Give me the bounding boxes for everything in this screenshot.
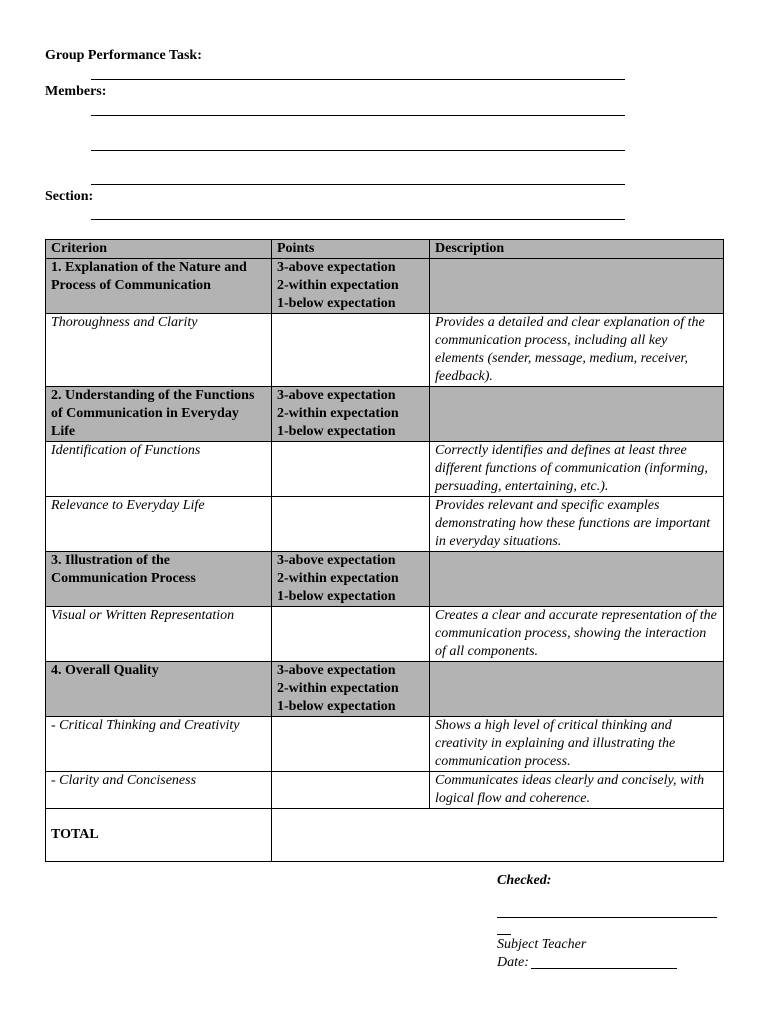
points-level-1: 1-below expectation <box>277 296 396 311</box>
section-label: Section: <box>45 189 94 204</box>
total-label: TOTAL <box>46 809 272 862</box>
points-level-2: 2-within expectation <box>277 571 399 586</box>
subcriterion-description: Creates a clear and accurate representation of the communication process, showing the interaction of all components. <box>430 607 724 662</box>
subcriterion-row <box>46 717 724 772</box>
members-label: Members: <box>45 84 107 99</box>
criterion-description-empty <box>430 259 724 314</box>
column-header-criterion: Criterion <box>46 240 272 259</box>
points-cell-empty <box>272 607 430 662</box>
points-level-2: 2-within expectation <box>277 406 399 421</box>
subcriterion-row <box>46 607 724 662</box>
criterion-title: 3. Illustration of the Communication Process <box>46 552 272 607</box>
date-label: Date: <box>497 955 529 970</box>
points-level-1: 1-below expectation <box>277 424 396 439</box>
subcriterion-name: Visual or Written Representation <box>46 607 272 662</box>
points-level-3: 3-above expectation <box>277 260 396 275</box>
points-level-3: 3-above expectation <box>277 663 396 678</box>
column-header-points: Points <box>272 240 430 259</box>
points-scale <box>272 552 430 607</box>
subcriterion-row <box>46 497 724 552</box>
subcriterion-name: Relevance to Everyday Life <box>46 497 272 552</box>
points-level-1: 1-below expectation <box>277 589 396 604</box>
subcriterion-name: - Critical Thinking and Creativity <box>46 717 272 772</box>
task-label: Group Performance Task: <box>45 48 202 63</box>
column-header-description: Description <box>430 240 724 259</box>
points-cell-empty <box>272 717 430 772</box>
subcriterion-row <box>46 442 724 497</box>
criterion-title: 2. Understanding of the Functions of Communication in Everyday Life <box>46 387 272 442</box>
points-level-1: 1-below expectation <box>277 699 396 714</box>
points-cell-empty <box>272 497 430 552</box>
subject-teacher-label: Subject Teacher <box>497 937 587 952</box>
member-blank-line-3 <box>91 184 625 185</box>
subcriterion-name: Identification of Functions <box>46 442 272 497</box>
points-cell-empty <box>272 314 430 387</box>
criterion-title: 1. Explanation of the Nature and Process of Communication <box>46 259 272 314</box>
subcriterion-name: Thoroughness and Clarity <box>46 314 272 387</box>
criterion-description-empty <box>430 552 724 607</box>
points-cell-empty <box>272 442 430 497</box>
points-level-3: 3-above expectation <box>277 388 396 403</box>
section-blank-line <box>91 219 625 220</box>
points-scale <box>272 387 430 442</box>
subcriterion-row <box>46 772 724 809</box>
checked-label: Checked: <box>497 873 552 888</box>
total-score-cell <box>272 809 724 862</box>
points-scale <box>272 259 430 314</box>
signature-line-tail <box>497 934 511 935</box>
checked-block <box>497 872 551 889</box>
points-cell-empty <box>272 772 430 809</box>
table-header-row <box>46 240 724 259</box>
total-row <box>46 809 724 862</box>
subcriterion-description: Provides relevant and specific examples demonstrating how these functions are important in everyday situations. <box>430 497 724 552</box>
member-blank-line-2 <box>91 150 625 151</box>
subcriterion-description: Communicates ideas clearly and concisely, with logical flow and coherence. <box>430 772 724 809</box>
task-blank-line <box>91 79 625 80</box>
date-blank-line <box>531 968 677 969</box>
criterion-row-2 <box>46 387 724 442</box>
points-level-2: 2-within expectation <box>277 681 399 696</box>
criterion-row-3 <box>46 552 724 607</box>
signature-line <box>497 917 717 918</box>
points-level-2: 2-within expectation <box>277 278 399 293</box>
subcriterion-name: - Clarity and Conciseness <box>46 772 272 809</box>
points-scale <box>272 662 430 717</box>
criterion-row-1 <box>46 259 724 314</box>
member-blank-line-1 <box>91 115 625 116</box>
criterion-title: 4. Overall Quality <box>46 662 272 717</box>
subcriterion-description: Shows a high level of critical thinking and creativity in explaining and illustrating the communication process. <box>430 717 724 772</box>
subcriterion-row <box>46 314 724 387</box>
criterion-row-4 <box>46 662 724 717</box>
rubric-table <box>45 239 724 862</box>
criterion-description-empty <box>430 662 724 717</box>
criterion-description-empty <box>430 387 724 442</box>
subcriterion-description: Correctly identifies and defines at least three different functions of communication (informing, persuading, entertaining, etc.). <box>430 442 724 497</box>
points-level-3: 3-above expectation <box>277 553 396 568</box>
subcriterion-description: Provides a detailed and clear explanation of the communication process, including all key elements (sender, message, medium, receiver, feedback). <box>430 314 724 387</box>
